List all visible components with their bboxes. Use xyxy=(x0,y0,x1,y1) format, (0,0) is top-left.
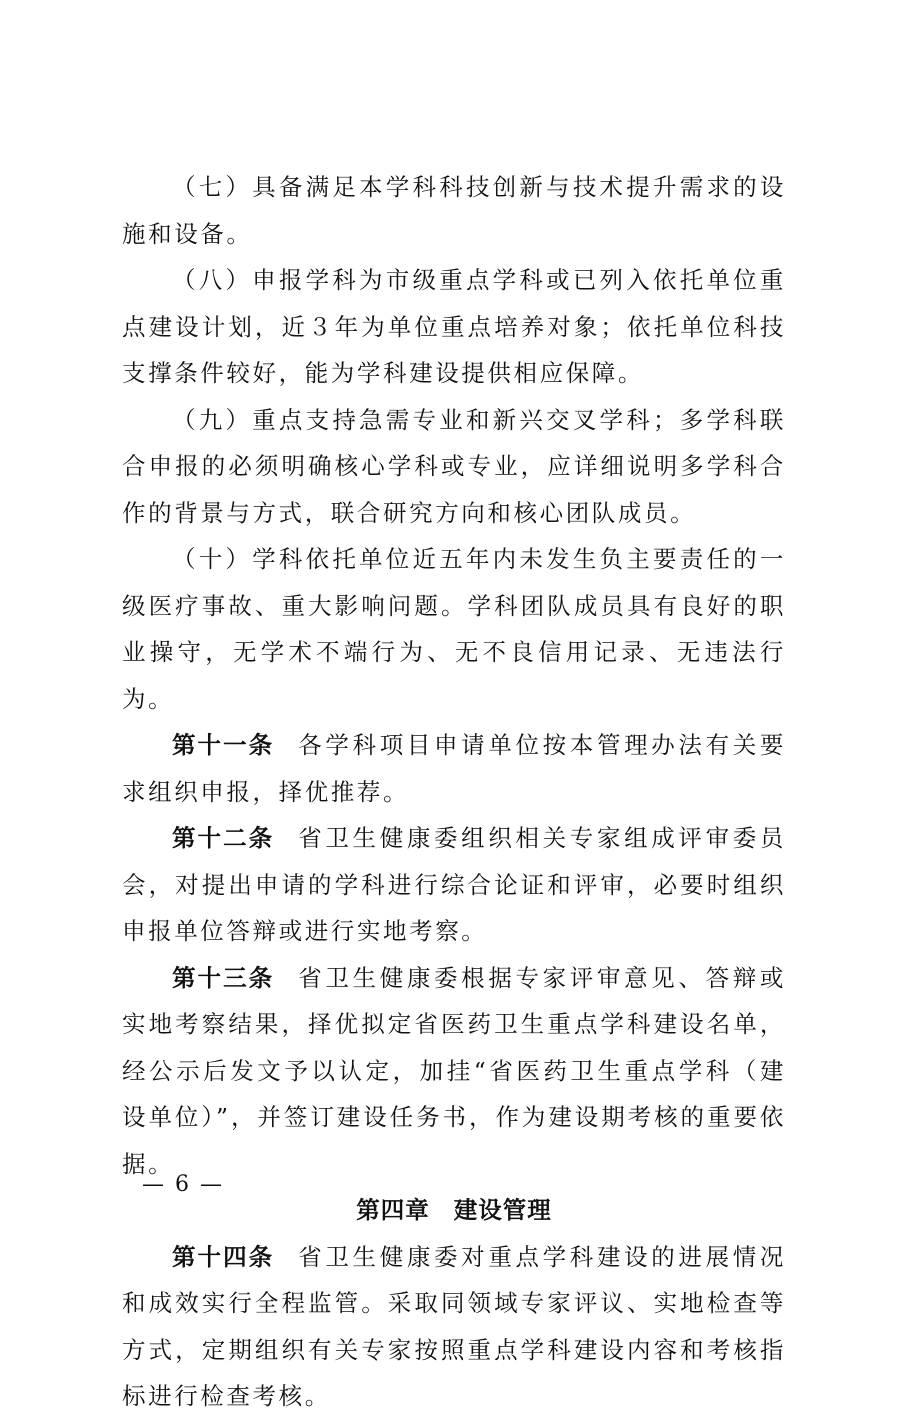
article-12 xyxy=(122,815,786,955)
paragraph-item-8 xyxy=(122,257,786,397)
paragraph-item-7 xyxy=(122,164,786,257)
article-13 xyxy=(122,955,786,1188)
paragraph-text: （七）具备满足本学科科技创新与技术提升需求的设施和设备。 xyxy=(122,173,786,248)
paragraph-item-10 xyxy=(122,536,786,722)
paragraph-item-9 xyxy=(122,397,786,537)
paragraph-text: （十）学科依托单位近五年内未发生负主要责任的一级医疗事故、重大影响问题。学科团队成员具有良好的职业操守，无学术不端行为、无不良信用记录、无违法行为。 xyxy=(122,545,786,713)
article-text: 省卫生健康委根据专家评审意见、答辩或实地考察结果，择优拟定省医药卫生重点学科建设名单，经公示后发文予以认定，加挂“省医药卫生重点学科（建设单位）”，并签订建设任务书，作为建设期考核的重要依据。 xyxy=(122,963,786,1178)
chapter-number: 第四章 xyxy=(356,1196,430,1224)
article-number: 第十一条 xyxy=(172,731,275,759)
article-number: 第十三条 xyxy=(172,963,275,992)
paragraph-text: （八）申报学科为市级重点学科或已列入依托单位重点建设计划，近３年为单位重点培养对象；依托单位科技支撑条件较好，能为学科建设提供相应保障。 xyxy=(122,266,786,387)
article-text: 省卫生健康委对重点学科建设的进展情况和成效实行全程监管。采取同领域专家评议、实地检查等方式，定期组织有关专家按照重点学科建设内容和考核指标进行检查考核。 xyxy=(122,1242,786,1410)
article-14 xyxy=(122,1234,786,1420)
article-text: 省卫生健康委组织相关专家组成评审委员会，对提出申请的学科进行综合论证和评审，必要时组织申报单位答辩或进行实地考察。 xyxy=(122,824,786,945)
article-text: 各学科项目申请单位按本管理办法有关要求组织申报，择优推荐。 xyxy=(122,731,786,806)
article-11 xyxy=(122,722,786,815)
article-number: 第十四条 xyxy=(172,1242,275,1271)
page-number: — 6 — xyxy=(142,1172,224,1197)
paragraph-text: （九）重点支持急需专业和新兴交叉学科；多学科联合申报的必须明确核心学科或专业，应详细说明多学科合作的背景与方式，联合研究方向和核心团队成员。 xyxy=(122,405,786,527)
document-body xyxy=(122,164,786,1420)
chapter-title: 建设管理 xyxy=(453,1196,552,1224)
article-number: 第十二条 xyxy=(172,824,275,852)
